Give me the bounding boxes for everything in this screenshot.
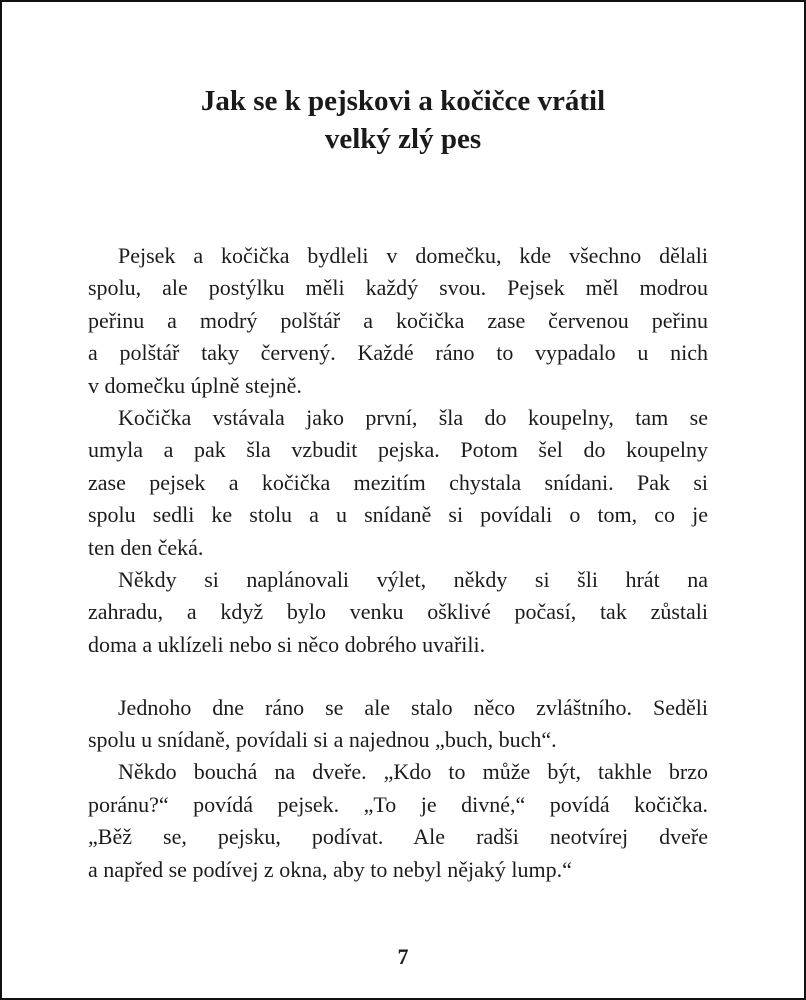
text-line: zahradu, a když bylo venku ošklivé počasí, tak zůstali bbox=[88, 599, 708, 625]
text-line: poránu?“ povídá pejsek. „To je divné,“ povídá kočička. bbox=[88, 791, 708, 817]
text-line: zase pejsek a kočička mezitím chystala snídani. Pak si bbox=[88, 469, 708, 495]
text-line: spolu sedli ke stolu a u snídaně si povídali o tom, co je bbox=[88, 502, 708, 528]
chapter-title-line: Jak se k pejskovi a kočičce vrátil bbox=[200, 85, 606, 117]
text-line: Někdo bouchá na dveře. „Kdo to může být, takhle brzo bbox=[118, 759, 708, 785]
section-break bbox=[88, 661, 708, 692]
text-line: Někdy si naplánovali výlet, někdy si šli hrát na bbox=[118, 566, 708, 592]
paragraph bbox=[88, 564, 708, 661]
text-line: v domečku úplně stejně. bbox=[88, 372, 302, 398]
paragraph bbox=[88, 756, 708, 886]
text-line: peřinu a modrý polštář a kočička zase červenou peřinu bbox=[88, 307, 708, 333]
chapter-title-line: velký zlý pes bbox=[324, 123, 482, 155]
text-line: spolu u snídaně, povídali si a najednou „buch, buch“. bbox=[88, 726, 557, 752]
page-number: 7 bbox=[397, 944, 409, 969]
text-line: umyla a pak šla vzbudit pejska. Potom šel do koupelny bbox=[88, 437, 708, 463]
text-line: spolu, ale postýlku měli každý svou. Pejsek měl modrou bbox=[88, 275, 708, 301]
text-line: Jednoho dne ráno se ale stalo něco zvláštního. Seděli bbox=[118, 694, 708, 720]
text-line: doma a uklízeli nebo si něco dobrého uvařili. bbox=[88, 631, 486, 657]
chapter-title bbox=[0, 82, 806, 158]
paragraph bbox=[88, 402, 708, 564]
text-line: ten den čeká. bbox=[88, 534, 204, 560]
paragraph bbox=[88, 692, 708, 757]
text-line: Kočička vstávala jako první, šla do koupelny, tam se bbox=[118, 404, 708, 430]
text-line: a polštář taky červený. Každé ráno to vypadalo u nich bbox=[88, 340, 708, 366]
paragraph bbox=[88, 240, 708, 402]
text-line: a napřed se podívej z okna, aby to nebyl nějaký lump.“ bbox=[88, 856, 572, 882]
chapter-body bbox=[88, 240, 708, 886]
text-line: „Běž se, pejsku, podívat. Ale radši neotvírej dveře bbox=[88, 824, 708, 850]
text-line: Pejsek a kočička bydleli v domečku, kde všechno dělali bbox=[118, 243, 708, 268]
